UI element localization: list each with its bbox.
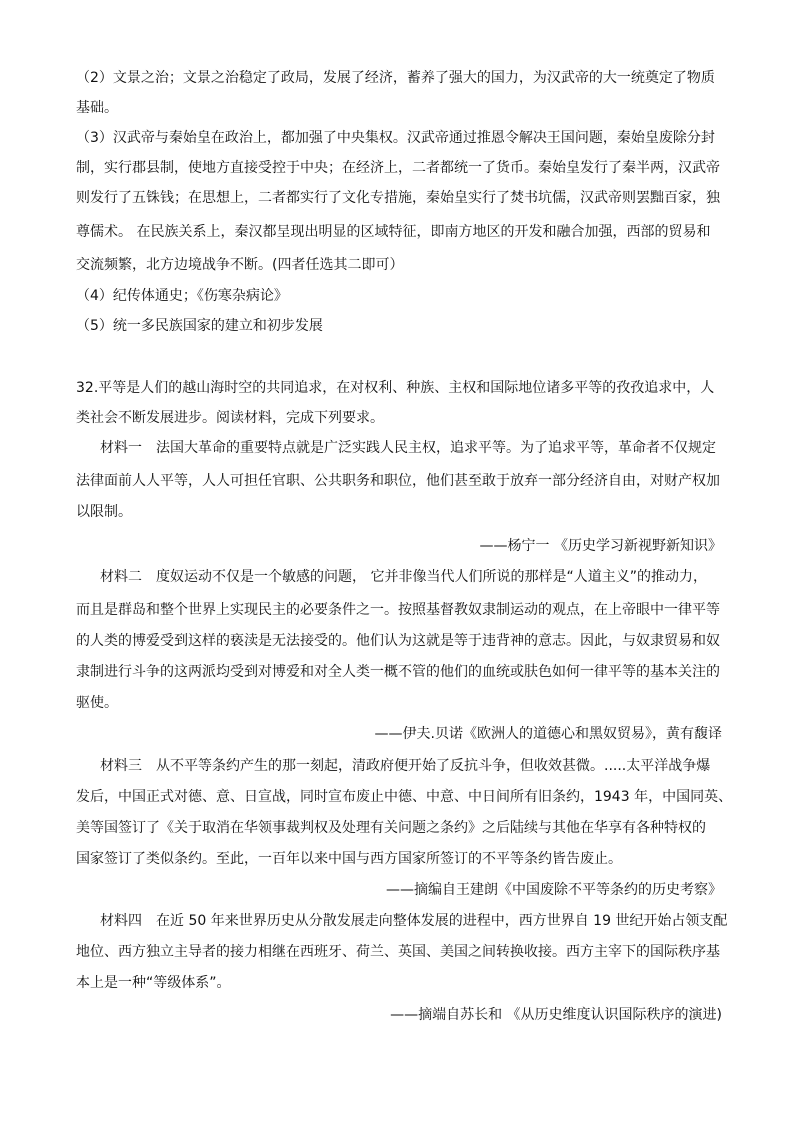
answer-3-line-4: 尊儒术。 在民族关系上，秦汉都呈现出明显的区域特征，即南方地区的开发和融合加强，西部的贸易和 — [76, 224, 711, 240]
material-1-line-1: 材料一 法国大革命的重要特点就是广泛实践人民主权，追求平等。为了追求平等，革命者不仅规定 — [100, 440, 716, 456]
answer-3-line-5: 交流频繁，北方边境战争不断。(四者任选其二即可） — [76, 257, 404, 273]
material-3-line-4: 国家签订了类似条约。至此，一百年以来中国与西方国家所签订的不平等条约皆告废止。 — [76, 851, 622, 867]
material-2-line-2: 而且是群岛和整个世界上实现民主的必要条件之一。按照基督教奴隶制运动的观点，在上帝眼中一律平等 — [76, 602, 720, 618]
material-4-line-1: 材料四 在近 50 年来世界历史从分散发展走向整体发展的进程中，西方世界自 19 世纪开始占领支配 — [100, 913, 728, 929]
answer-3-line-1: （3）汉武帝与秦始皇在政治上，都加强了中央集权。汉武帝通过推恩令解决王国问题，秦始皇废除分封 — [76, 130, 715, 146]
material-1-line-3: 以限制。 — [76, 504, 132, 520]
material-3-line-2: 发后，中国正式对德、意、日宣战，同时宣布废止中德、中意、中日间所有旧条约，1943 年，中国同英、 — [76, 789, 733, 805]
material-3-source: ——摘编自王建朗《中国废除不平等条约的历史考察》 — [386, 882, 722, 898]
answer-2-line-2: 基础。 — [76, 100, 118, 116]
material-2-line-3: 的人类的博爱受到这样的亵渎是无法接受的。他们认为这就是等于违背神的意志。因此，与奴隶贸易和奴 — [76, 633, 720, 649]
material-1-line-2: 法律面前人人平等，人人可担任官职、公共职务和职位，他们甚至敢于放弃一部分经济自由，对财产权加 — [76, 473, 720, 489]
material-4-source: ——摘端自苏长和 《从历史维度认识国际秩序的演进) — [390, 1007, 722, 1023]
material-2-line-1: 材料二 度奴运动不仅是一个敏感的问题， 它并非像当代人们所说的那样是“人道主义”的推动力， — [100, 569, 707, 585]
material-2-source: ——伊夫.贝诺《欧洲人的道德心和黑奴贸易》，黄有馥译 — [374, 726, 722, 742]
question-32-stem-line-2: 类社会不断发展进步。阅读材料，完成下列要求。 — [76, 410, 384, 426]
question-32-stem-line-1: 32.平等是人们的越山海时空的共同追求，在对权利、种族、主权和国际地位诸多平等的孜孜追求中，人 — [76, 380, 715, 396]
material-1-source: ——杨宁一 《历史学习新视野新知识》 — [479, 538, 722, 554]
material-2-line-5: 驱使。 — [76, 695, 118, 711]
material-2-line-4: 隶制进行斗争的这两派均受到对博爱和对全人类一概不管的他们的血统或肤色如何一律平等的基本关注的 — [76, 664, 720, 680]
material-3-line-3: 美等国签订了《关于取消在华领事裁判权及处理有关问题之条约》之后陆续与其他在华享有各种特权的 — [76, 820, 706, 836]
answer-3-line-2: 制，实行郡县制，使地方直接受控于中央；在经济上，二者都统一了货币。秦始皇发行了秦半两，汉武帝 — [76, 160, 720, 176]
answer-4: （4）纪传体通史；《伤寒杂病论》 — [76, 288, 288, 304]
material-4-line-2: 地位、西方独立主导者的接力相继在西班牙、荷兰、英国、美国之间转换收接。西方主宰下的国际秩序基 — [76, 944, 720, 960]
material-4-line-3: 本上是一种“等级体系”。 — [76, 975, 231, 991]
material-3-line-1: 材料三 从不平等条约产生的那一刻起，清政府便开始了反抗斗争，但收效甚微。.....太平洋战争爆 — [100, 758, 711, 774]
answer-5: （5）统一多民族国家的建立和初步发展 — [76, 318, 323, 334]
answer-3-line-3: 则发行了五铢钱；在思想上，二者都实行了文化专措施，秦始皇实行了焚书坑儒，汉武帝则罢黜百家，独 — [76, 190, 720, 206]
answer-2-line-1: （2）文景之治；文景之治稳定了政局，发展了经济，蓄养了强大的国力，为汉武帝的大一统奠定了物质 — [76, 70, 715, 86]
